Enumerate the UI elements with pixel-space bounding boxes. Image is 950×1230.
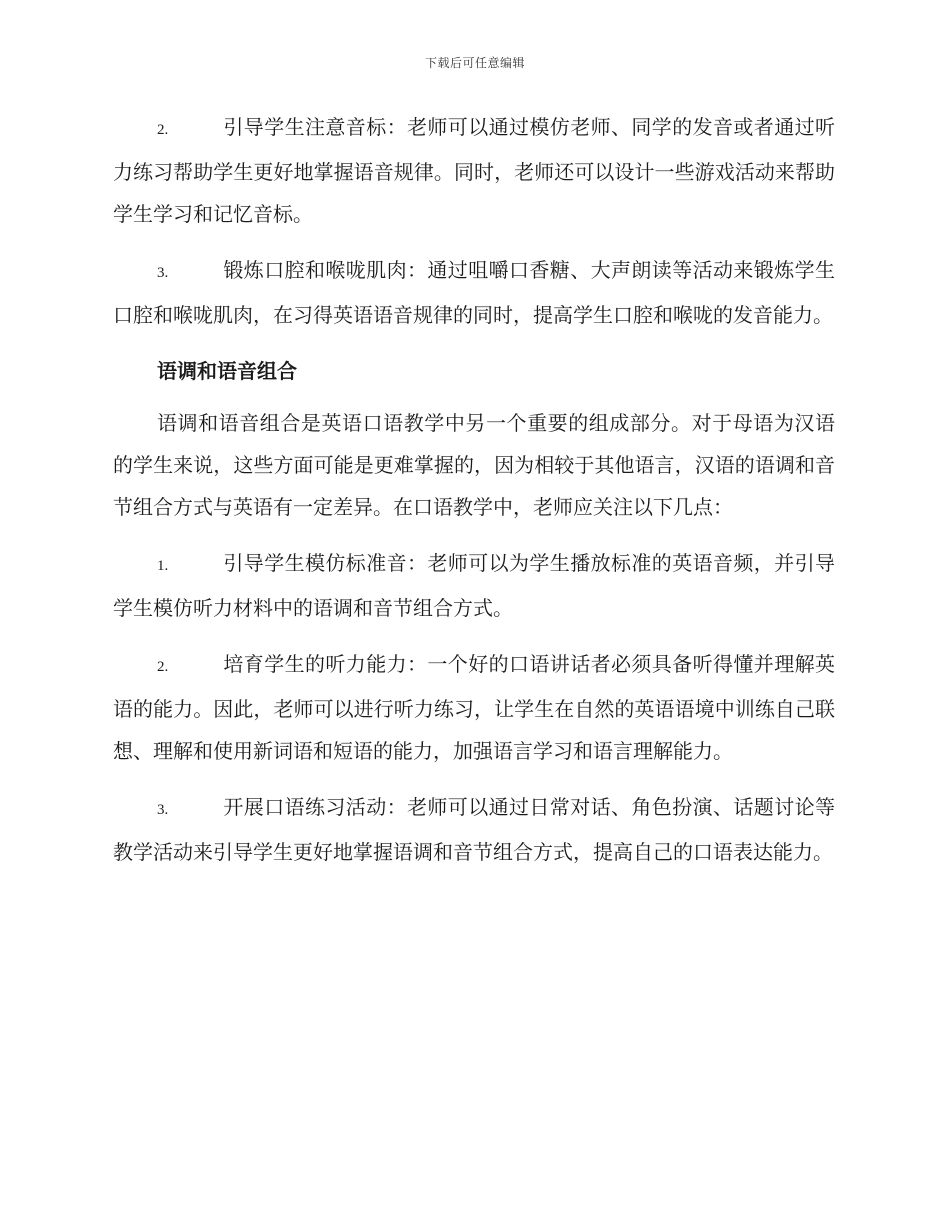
list-number: 3.	[157, 802, 169, 818]
list-text: 培育学生的听力能力：一个好的口语讲话者必须具备听得懂并理解英语的能力。因此，老师可以进行听力练习，让学生在自然的英语语境中训练自己联想、理解和使用新词语和短语的能力，加强语言学习和语言理解能力。	[113, 652, 835, 763]
list-item	[113, 786, 835, 873]
list-number: 3.	[157, 265, 169, 281]
intro-paragraph: 语调和语音组合是英语口语教学中另一个重要的组成部分。对于母语为汉语的学生来说，这些方面可能是更难掌握的，因为相较于其他语言，汉语的语调和音节组合方式与英语有一定差异。在口语教学中，老师应关注以下几点：	[113, 411, 835, 519]
list-text: 锻炼口腔和喉咙肌肉：通过咀嚼口香糖、大声朗读等活动来锻炼学生口腔和喉咙肌肉，在习得英语语音规律的同时，提高学生口腔和喉咙的发音能力。	[113, 258, 835, 327]
list-number: 1.	[157, 558, 169, 574]
list-item	[113, 643, 835, 772]
list-text: 引导学生模仿标准音：老师可以为学生播放标准的英语音频，并引导学生模仿听力材料中的语调和音节组合方式。	[113, 551, 835, 620]
section-heading: 语调和语音组合	[157, 359, 297, 383]
list-number: 2.	[157, 122, 169, 138]
list-item	[113, 542, 835, 629]
header-note: 下载后可任意编辑	[424, 56, 525, 70]
list-item	[113, 249, 835, 336]
list-text: 引导学生注意音标：老师可以通过模仿老师、同学的发音或者通过听力练习帮助学生更好地掌握语音规律。同时，老师还可以设计一些游戏活动来帮助学生学习和记忆音标。	[113, 115, 835, 226]
document-body	[113, 106, 835, 887]
list-number: 2.	[157, 659, 169, 675]
list-text: 开展口语练习活动：老师可以通过日常对话、角色扮演、话题讨论等教学活动来引导学生更好地掌握语调和音节组合方式，提高自己的口语表达能力。	[113, 795, 835, 864]
list-item	[113, 106, 835, 235]
